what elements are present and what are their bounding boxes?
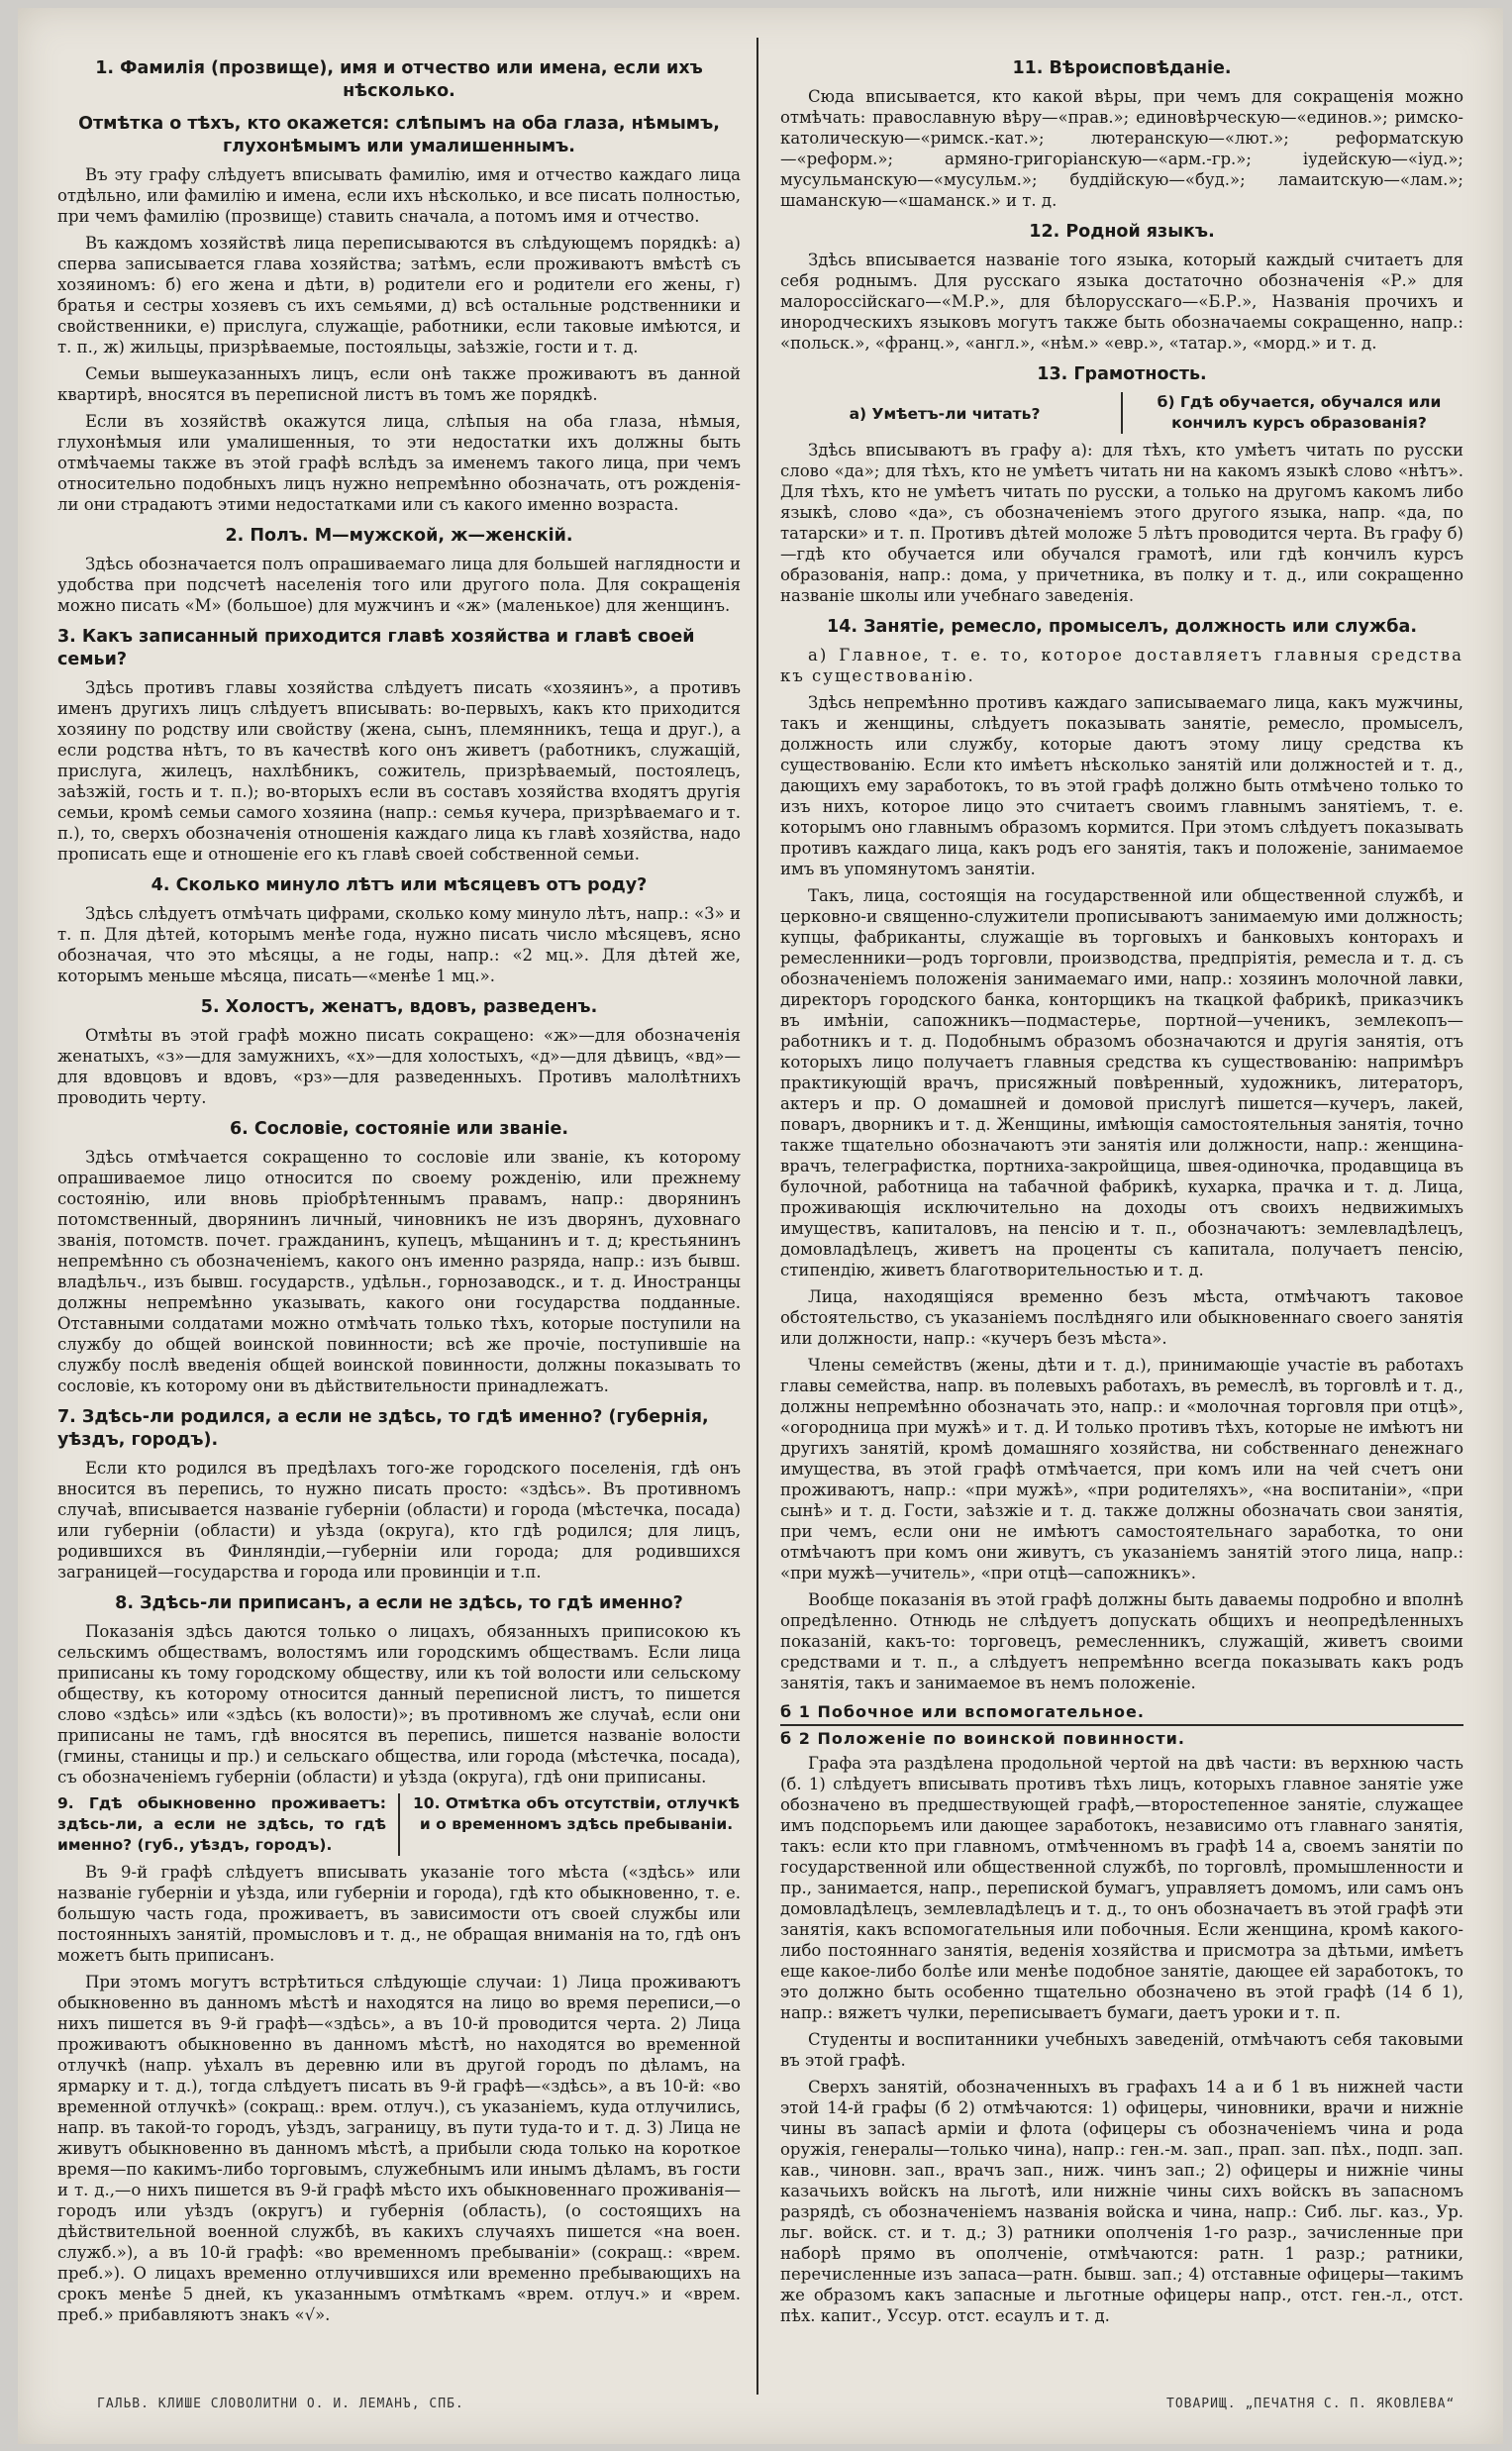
section-14-paragraph: Лица, находящіяся временно безъ мѣста, отмѣчаютъ таковое обстоятельство, съ указаніемъ послѣдняго или обыкновеннаго своего занятія или должности, напр.: «кучеръ безъ мѣста». bbox=[780, 1287, 1463, 1348]
printer-credit-right: ТОВАРИЩ. „ПЕЧАТНЯ С. П. ЯКОВЛЕВА“ bbox=[1166, 2397, 1456, 2411]
right-column bbox=[780, 48, 1463, 2332]
section-11-paragraph: Сюда вписывается, кто какой вѣры, при чемъ для сокращенія можно отмѣчать: православную вѣру—«прав.»; единовѣрческую—«единов.»; римско-католическую—«римск.-кат.»; лютеранскую—«лют.»; реформатскую—«реформ.»; армяно-григоріанскую—«арм.-гр.»; іудейскую—«іуд.»; мусульманскую—«мусульм.»; буддійскую—«буд.»; ламаитскую—«лам.»; шаманскую—«шаманск.» и т. д. bbox=[780, 87, 1463, 210]
section-14-paragraph: Члены семействъ (жены, дѣти и т. д.), принимающіе участіе въ работахъ главы семейства, напр. въ полевыхъ работахъ, въ ремеслѣ, въ торговлѣ и т. д., должны непремѣнно обозначать это, напр.: и «молочная торговля при отцѣ», «огородница при мужѣ» и т. д. И только противъ тѣхъ, которые не имѣютъ ни другихъ занятій, кромѣ домашняго хозяйства, ни собственнаго денежнаго имущества, въ этой графѣ отмѣчается, при комъ или на чей счетъ они проживаютъ, напр.: «при мужѣ», «при родителяхъ», «на воспитаніи», «при сынѣ» и т. д. Гости, заѣзжіе и т. д. также должны обозначать свои занятія, при чемъ, если они не имѣютъ самостоятельнаго заработка, то они отмѣчаютъ при комъ они живутъ, съ указаніемъ занятій этого лица, напр.: «при мужѣ—учитель», «при отцѣ—сапожникъ». bbox=[780, 1356, 1463, 1583]
section-9-paragraph: При этомъ могутъ встрѣтиться слѣдующіе случаи: 1) Лица проживаютъ обыкновенно въ данномъ мѣстѣ и находятся на лицо во время переписи,—о нихъ пишется въ 9-й графѣ—«здѣсь», а въ 10-й проводится черта. 2) Лица проживаютъ обыкновенно въ данномъ мѣстѣ, но находятся во временной отлучкѣ (напр. уѣхалъ въ деревню или въ другой городъ по дѣламъ, на ярмарку и т. д.), тогда слѣдуетъ писать въ 9-й графѣ—«здѣсь», а въ 10-й: «во временной отлучкѣ» (сокращ.: врем. отлуч.), съ указаніемъ, куда отлучились, напр. въ такой-то городъ, уѣздъ, заграницу, въ пути туда-то и т. д. 3) Лица не живутъ обыкновенно въ данномъ мѣстѣ, а прибыли сюда только на короткое время—по какимъ-либо торговымъ, служебнымъ или инымъ дѣламъ, въ гости и т. д.,—о нихъ пишется въ 9-й графѣ мѣсто ихъ обыкновеннаго проживанія—городъ или уѣздъ (округъ) и губернія (область), (о состоящихъ на дѣйствительной военной службѣ, въ какихъ случаяхъ пишется «на воен. служб.»), а въ 10-й графѣ: «во временномъ пребываніи» (сокращ.: «врем. преб.»). О лицахъ временно отлучившихся или временно пребывающихъ на срокъ менѣе 5 дней, къ указаннымъ отмѣткамъ «врем. отлуч.» и «врем. преб.» прибавляютъ знакъ «√». bbox=[57, 1973, 741, 2324]
section-10-title: 10. Отмѣтка объ отсутствіи, отлучкѣ и о временномъ здѣсь пребываніи. bbox=[413, 1794, 740, 1833]
section-6-title: 6. Сословіе, состояніе или званіе. bbox=[230, 1119, 568, 1139]
section-14-paragraph: Студенты и воспитанники учебныхъ заведеній, отмѣчаютъ себя таковыми въ этой графѣ. bbox=[780, 2030, 1463, 2070]
printer-credit-left: ГАЛЬВ. КЛИШЕ СЛОВОЛИТНИ О. И. ЛЕМАНЪ, СПБ. bbox=[97, 2397, 464, 2411]
section-14-paragraph: Здѣсь непремѣнно противъ каждаго записываемаго лица, какъ мужчины, такъ и женщины, слѣдуетъ показывать занятіе, ремесло, промыселъ, должность или службу, которые даютъ этому лицу средства къ существованію. Если кто имѣетъ нѣсколько занятій или должностей и т. д., дающихъ ему заработокъ, то въ этой графѣ должно быть отмѣчено только то изъ нихъ, которое лицо это считаетъ своимъ главнымъ занятіемъ, т. е. которымъ оно главнымъ образомъ кормится. При этомъ слѣдуетъ показывать противъ каждаго лица, какъ родъ его занятія, такъ и положеніе, занимаемое имъ въ упомянутомъ занятіи. bbox=[780, 693, 1463, 878]
header-divider bbox=[1121, 392, 1123, 434]
section-13-subheaders bbox=[780, 392, 1463, 434]
section-3-title: 3. Какъ записанный приходится главѣ хозяйства и главѣ своей семьи? bbox=[57, 627, 695, 669]
section-1-paragraph: Въ эту графу слѣдуетъ вписывать фамилію, имя и отчество каждаго лица отдѣльно, или фамилію и имена, если ихъ нѣсколько, и все писать полностью, при чемъ фамилію (прозвище) ставить сначала, а потомъ имя и отчество. bbox=[57, 165, 741, 226]
census-instruction-sheet bbox=[18, 8, 1503, 2444]
section-14-paragraph: Вообще показанія въ этой графѣ должны быть даваемы подробно и вполнѣ опредѣленно. Отнюдь не слѣдуетъ допускать общихъ и неопредѣленныхъ показаній, какъ-то: торговецъ, ремесленникъ, служащій, живетъ своими средствами и т. п., а слѣдуетъ непремѣнно всегда показывать какъ родъ занятія, такъ и занимаемое въ немъ положеніе. bbox=[780, 1590, 1463, 1692]
section-14b1-title: б 1 Побочное или вспомогательное. bbox=[780, 1699, 1463, 1726]
section-1-paragraph: Въ каждомъ хозяйствѣ лица переписываются въ слѣдующемъ порядкѣ: а) сперва записывается глава хозяйства; затѣмъ, если проживаютъ вмѣстѣ съ хозяиномъ: б) его жена и дѣти, в) родители его и родители его жены, г) братья и сестры хозяевъ съ ихъ семьями, д) всѣ остальные родственники и свойственники, е) прислуга, служащіе, работники, если таковые имѣются, и т. п., ж) жильцы, призрѣваемые, постояльцы, заѣзжіе, гости и т. д. bbox=[57, 234, 741, 357]
section-1-mark-title: Отмѣтка о тѣхъ, кто окажется: слѣпымъ на оба глаза, нѣмымъ, глухонѣмымъ или умалишеннымъ. bbox=[78, 114, 720, 156]
section-13a-title: а) Умѣетъ-ли читать? bbox=[849, 405, 1041, 423]
section-4-title: 4. Сколько минуло лѣтъ или мѣсяцевъ отъ роду? bbox=[151, 875, 648, 895]
left-column bbox=[57, 48, 741, 2331]
section-8-paragraph: Показанія здѣсь даются только о лицахъ, обязанныхъ приписокою къ сельскимъ обществамъ, волостямъ или городскимъ обществамъ. Если лица приписаны къ тому городскому обществу, или къ той волости или сельскому обществу, къ которому относится данный переписной листъ, то пишется слово «здѣсь» или «здѣсь (къ волости)»; въ противномъ же случаѣ, если они приписаны не тамъ, гдѣ вносятся въ перепись, пишется названіе волости (гмины, станицы и пр.) и сельскаго общества, или города (мѣстечка, посада), съ обозначеніемъ губерніи (области) и уѣзда (округа), гдѣ они приписаны. bbox=[57, 1622, 741, 1787]
section-14b2-title: б 2 Положеніе по воинской повинности. bbox=[780, 1729, 1185, 1748]
section-8-title: 8. Здѣсь-ли приписанъ, а если не здѣсь, то гдѣ именно? bbox=[115, 1593, 683, 1613]
section-1-title: 1. Фамилія (прозвище), имя и отчество или имена, если ихъ нѣсколько. bbox=[95, 58, 703, 101]
section-13b-title: б) Гдѣ обучается, обучался или кончилъ курсъ образованія? bbox=[1157, 393, 1442, 432]
section-12-title: 12. Родной языкъ. bbox=[1029, 222, 1215, 242]
sections-9-10-header bbox=[57, 1793, 741, 1856]
section-9-paragraph: Въ 9-й графѣ слѣдуетъ вписывать указаніе того мѣста («здѣсь» или названіе губерніи и уѣзда, или губерніи и города), гдѣ кто обыкновенно, т. е. большую часть года, проживаетъ, въ зависимости отъ своей службы или постоянныхъ занятій, промысловъ и т. д., не обращая вниманія на то, гдѣ онъ можетъ быть приписанъ. bbox=[57, 1863, 741, 1965]
section-2-paragraph: Здѣсь обозначается полъ опрашиваемаго лица для большей наглядности и удобства при подсчетѣ населенія того или другого пола. Для сокращенія можно писать «М» (большое) для мужчинъ и «ж» (маленькое) для женщинъ. bbox=[57, 555, 741, 615]
section-14-paragraph: Графа эта раздѣлена продольной чертой на двѣ части: въ верхнюю часть (б. 1) слѣдуетъ вписывать противъ тѣхъ лицъ, которыхъ главное занятіе уже обозначено въ предшествующей графѣ,—второстепенное занятіе, служащее имъ подспорьемъ или дающее заработокъ, независимо отъ главнаго занятія, такъ: если кто при главномъ, отмѣченномъ въ графѣ 14 а, своемъ занятіи по государственной или общественной службѣ, по торговлѣ, промышленности и пр., занимается, напр., перепиской бумагъ, управляетъ домомъ, или самъ онъ домовладѣлецъ, землевладѣлецъ и т. д., то онъ обозначаетъ въ этой графѣ эти занятія, какъ вспомогательныя или побочныя. Если женщина, кромѣ какого-либо постояннаго занятія, веденія хозяйства и присмотра за дѣтьми, имѣетъ еще какое-либо болѣе или менѣе подобное занятіе, дающее ей заработокъ, то это должно быть особенно тщательно обозначено въ этой графѣ (14 б 1), напр.: вяжетъ чулки, переписываетъ бумаги, даетъ уроки и т. п. bbox=[780, 1754, 1463, 2022]
section-14a-title: а) Главное, т. е. то, которое доставляетъ главныя средства къ существованію. bbox=[780, 646, 1463, 685]
header-divider bbox=[398, 1793, 400, 1856]
section-7-paragraph: Если кто родился въ предѣлахъ того-же городского поселенія, гдѣ онъ вносится въ перепись, то нужно писать просто: «здѣсь». Въ противномъ случаѣ, вписывается названіе губерніи (области) и города (мѣстечка, посада) или губерніи (области) и уѣзда (округа), кто гдѣ родился; для лицъ, родившихся въ Финляндіи,—губерніи или города; для родившихся заграницей—государства и города или провинціи и т.п. bbox=[57, 1459, 741, 1582]
section-2-title: 2. Полъ. М—мужской, ж—женскій. bbox=[225, 526, 573, 546]
section-11-title: 11. Вѣроисповѣданіе. bbox=[1012, 58, 1232, 78]
section-4-paragraph: Здѣсь слѣдуетъ отмѣчать цифрами, сколько кому минуло лѣтъ, напр.: «3» и т. п. Для дѣтей, которымъ менѣе года, нужно писать число мѣсяцевъ, ясно обозначая, что это мѣсяцы, а не годы, напр.: «2 мц.». Для дѣтей же, которымъ меньше мѣсяца, писать—«менѣе 1 мц.». bbox=[57, 904, 741, 985]
section-1-paragraph: Семьи вышеуказанныхъ лицъ, если онѣ также проживаютъ въ данной квартирѣ, вносятся въ переписной листъ въ томъ же порядкѣ. bbox=[57, 364, 741, 404]
section-1-paragraph: Если въ хозяйствѣ окажутся лица, слѣпыя на оба глаза, нѣмыя, глухонѣмыя или умалишенныя, то эти недостатки ихъ должны быть отмѣчаемы также въ этой графѣ вслѣдъ за именемъ такого лица, при чемъ относительно подобныхъ лицъ нужно непремѣнно обозначать, отъ рожденія-ли они страдаютъ этими недостатками или съ какого именно возраста. bbox=[57, 412, 741, 514]
section-12-paragraph: Здѣсь вписывается названіе того языка, который каждый считаетъ для себя роднымъ. Для русскаго языка достаточно обозначенія «Р.» для малороссійскаго—«М.Р.», для бѣлорусскаго—«Б.Р.», Названія прочихъ и инородческихъ языковъ могутъ также быть обозначаемы сокращенно, напр.: «польск.», «франц.», «англ.», «нѣм.» «евр.», «татар.», «морд.» и т. д. bbox=[780, 251, 1463, 353]
section-5-title: 5. Холостъ, женатъ, вдовъ, разведенъ. bbox=[200, 997, 598, 1017]
section-14-paragraph: Такъ, лица, состоящія на государственной или общественной службѣ, и церковно-и священно-служители прописываютъ занимаемую ими должность; купцы, фабриканты, служащіе въ торговыхъ и банковыхъ конторахъ и ремесленники—родъ торговли, производства, предпріятія, ремесла и т. д. съ обозначеніемъ положенія занимаемаго ими, напр.: хозяинъ молочной лавки, директоръ городского банка, конторщикъ на ткацкой фабрикѣ, приказчикъ въ имѣніи, сапожникъ—подмастерье, портной—ученикъ, землекопъ—работникъ и т. д. Подобнымъ образомъ обозначаются и другія занятія, отъ которыхъ лицо получаетъ главныя средства къ существованію: напримѣръ практикующій врачъ, присяжный повѣренный, художникъ, литераторъ, актеръ и пр. О домашней и домовой прислугѣ пишется—кучеръ, лакей, поваръ, дворникъ и т. д. Женщины, имѣющія самостоятельныя занятія, точно также тщательно обозначаютъ эти занятія или должности, напр.: женщина-врачъ, телеграфистка, портниха-закройщица, швея-одиночка, продавщица въ булочной, работница на табачной фабрикѣ, кухарка, прачка и т. д. Лица, проживающія исключительно на доходы отъ своихъ недвижимыхъ имуществъ, капиталовъ, на пенсію и т. п., обозначаютъ: землевладѣлецъ, домовладѣлецъ, живетъ на проценты съ капитала, получаетъ пенсію, стипендію, живетъ благотворительностью и т. д. bbox=[780, 886, 1463, 1279]
section-9-title: 9. Гдѣ обыкновенно проживаетъ: здѣсь-ли, а если не здѣсь, то гдѣ именно? (губ., уѣздъ, городъ). bbox=[57, 1794, 386, 1854]
column-divider bbox=[756, 38, 758, 2395]
section-14-paragraph: Сверхъ занятій, обозначенныхъ въ графахъ 14 а и б 1 въ нижней части этой 14-й графы (б 2) отмѣчаются: 1) офицеры, чиновники, врачи и нижніе чины въ запасѣ арміи и флота (офицеры съ обозначеніемъ чина и рода оружія, генералы—только чина), напр.: ген.-м. зап., прап. зап. пѣх., подп. зап. кав., чиновн. зап., врачъ зап., ниж. чинъ зап.; 2) офицеры и нижніе чины казачьихъ войскъ на льготѣ, или нижніе чины сихъ войскъ въ запасномъ разрядѣ, съ обозначеніемъ названія войска и чина, напр.: Сиб. льг. каз., Ур. льг. войск. ст. и т. д.; 3) ратники ополченія 1-го разр., зачисленные при наборѣ прямо въ ополченіе, отмѣчаются: ратн. 1 разр.; ратники, перечисленные изъ запаса—ратн. бывш. зап.; 4) отставные офицеры—такимъ же образомъ какъ запасные и льготные офицеры напр., отст. ген.-л., отст. пѣх. капит., Уссур. отст. есаулъ и т. д. bbox=[780, 2078, 1463, 2325]
section-7-title: 7. Здѣсь-ли родился, а если не здѣсь, то гдѣ именно? (губернія, уѣздъ, городъ). bbox=[57, 1407, 709, 1450]
section-14-title: 14. Занятіе, ремесло, промыселъ, должность или служба. bbox=[827, 617, 1417, 637]
section-13-paragraph: Здѣсь вписываютъ въ графу а): для тѣхъ, кто умѣетъ читать по русски слово «да»; для тѣхъ, кто не умѣетъ читать ни на какомъ языкѣ слово «нѣтъ». Для тѣхъ, кто не умѣетъ читать по русски, а только на другомъ какомъ либо языкѣ, слово «да», съ обозначеніемъ этого другого языка, напр. «да, по татарски» и т. п. Противъ дѣтей моложе 5 лѣтъ проводится черта. Въ графу б)—гдѣ кто обучается или обучался грамотѣ, или гдѣ кончилъ курсъ образованія, напр.: дома, у причетника, въ полку и т. д., или сокращенно названіе школы или учебнаго заведенія. bbox=[780, 441, 1463, 605]
section-13-title: 13. Грамотность. bbox=[1037, 364, 1207, 384]
section-5-paragraph: Отмѣты въ этой графѣ можно писать сокращено: «ж»—для обозначенія женатыхъ, «з»—для замужнихъ, «х»—для холостыхъ, «д»—для дѣвицъ, «вд»—для вдовцовъ и вдовъ, «рз»—для разведенныхъ. Противъ малолѣтнихъ проводить черту. bbox=[57, 1026, 741, 1107]
section-6-paragraph: Здѣсь отмѣчается сокращенно то сословіе или званіе, къ которому опрашиваемое лицо относится по своему рожденію, или прежнему состоянію, или вновь пріобрѣтеннымъ правамъ, напр.: дворянинъ потомственный, дворянинъ личный, чиновникъ не изъ дворянъ, духовнаго званія, потомств. почет. гражданинъ, купецъ, мѣщанинъ и т. д; крестьянинъ непремѣнно съ обозначеніемъ, какого онъ именно разряда, напр.: изъ бывш. владѣльч., изъ бывш. государств., удѣльн., горнозаводск., и т. д. Иностранцы должны непремѣнно указывать, какого они государства подданные. Отставными солдатами можно отмѣчать только тѣхъ, которые поступили на службу до общей воинской повинности; всѣ же прочіе, поступившіе на службу послѣ введенія общей воинской повинности, должны показывать то сословіе, къ которому они въ дѣйствительности принадлежатъ. bbox=[57, 1148, 741, 1395]
section-3-paragraph: Здѣсь противъ главы хозяйства слѣдуетъ писать «хозяинъ», а противъ именъ другихъ лицъ слѣдуетъ вписывать: во-первыхъ, какъ кто приходится хозяину по родству или свойству (жена, сынъ, племянникъ, теща и друг.), а если родства нѣтъ, то въ качествѣ кого онъ живетъ (работникъ, служащій, прислуга, жилецъ, нахлѣбникъ, сожитель, призрѣваемый, постоялецъ, заѣзжій, гость и т. п.); во-вторыхъ если въ составъ хозяйства входятъ другія семьи, кромѣ семьи самого хозяина (напр.: семья кучера, призрѣваемаго и т. п.), то, сверхъ обозначенія отношенія каждаго лица къ главѣ хозяйства, надо прописать еще и отношеніе его къ главѣ своей собственной семьи. bbox=[57, 678, 741, 864]
